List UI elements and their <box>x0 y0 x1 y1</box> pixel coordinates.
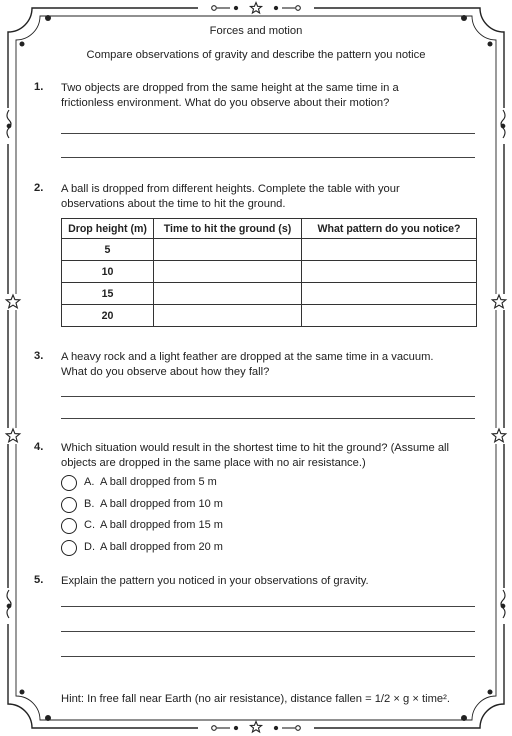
question-4-text <box>61 441 449 471</box>
drop-height-cell: 15 <box>62 283 154 305</box>
question-line: A heavy rock and a light feather are dropped at the same time in a vacuum. <box>61 351 434 363</box>
question-number: 3. <box>34 350 44 362</box>
top-ornament <box>198 3 314 14</box>
radio-circle-icon[interactable] <box>61 518 77 534</box>
time-cell[interactable] <box>154 261 302 283</box>
table-row <box>62 239 477 261</box>
answer-line[interactable] <box>61 606 475 607</box>
option-letter: B. <box>84 498 95 510</box>
instructions: Compare observations of gravity and describe the pattern you notice <box>86 49 426 61</box>
option-text: A ball dropped from 5 m <box>100 476 217 488</box>
column-header: What pattern do you notice? <box>302 219 477 239</box>
drop-height-cell: 5 <box>62 239 154 261</box>
option-letter: A. <box>84 476 95 488</box>
radio-circle-icon[interactable] <box>61 540 77 556</box>
column-header: Drop height (m) <box>62 219 154 239</box>
time-cell[interactable] <box>154 305 302 327</box>
question-line: objects are dropped in the same place with no air resistance.) <box>61 457 366 469</box>
drop-height-cell: 10 <box>62 261 154 283</box>
answer-line[interactable] <box>61 656 475 657</box>
question-2-text <box>61 182 400 212</box>
column-header: Time to hit the ground (s) <box>154 219 302 239</box>
pattern-cell[interactable] <box>302 305 477 327</box>
question-number: 1. <box>34 81 44 93</box>
question-line: observations about the time to hit the ground. <box>61 198 286 210</box>
question-line: Explain the pattern you noticed in your observations of gravity. <box>61 575 369 587</box>
question-line: A ball is dropped from different heights. Complete the table with your <box>61 183 400 195</box>
pattern-cell[interactable] <box>302 261 477 283</box>
question-number: 5. <box>34 574 44 586</box>
drop-height-cell: 20 <box>62 305 154 327</box>
radio-circle-icon[interactable] <box>61 475 77 491</box>
question-line: Two objects are dropped from the same height at the same time in a <box>61 82 399 94</box>
question-3-text <box>61 350 434 380</box>
question-5-text <box>61 574 369 589</box>
answer-line[interactable] <box>61 157 475 158</box>
option-text: A ball dropped from 15 m <box>100 519 223 531</box>
question-line: frictionless environment. What do you observe about their motion? <box>61 97 390 109</box>
page-title: Forces and motion <box>209 25 303 37</box>
question-line: What do you observe about how they fall? <box>61 366 270 378</box>
option-text: A ball dropped from 20 m <box>100 541 223 553</box>
pattern-cell[interactable] <box>302 239 477 261</box>
question-number: 4. <box>34 441 44 453</box>
option-letter: D. <box>84 541 95 553</box>
hint-text: Hint: In free fall near Earth (no air resistance), distance fallen = 1/2 × g × time². <box>61 693 450 705</box>
table-row <box>62 283 477 305</box>
option-text: A ball dropped from 10 m <box>100 498 223 510</box>
table-header-row <box>62 219 477 239</box>
table-row <box>62 305 477 327</box>
radio-circle-icon[interactable] <box>61 497 77 513</box>
time-cell[interactable] <box>154 283 302 305</box>
question-1-text <box>61 81 399 111</box>
bottom-ornament <box>198 722 314 734</box>
question-number: 2. <box>34 182 44 194</box>
table-row <box>62 261 477 283</box>
answer-line[interactable] <box>61 418 475 419</box>
answer-line[interactable] <box>61 396 475 397</box>
question-line: Which situation would result in the shortest time to hit the ground? (Assume all <box>61 442 450 454</box>
time-cell[interactable] <box>154 239 302 261</box>
observation-table <box>61 218 477 327</box>
answer-line[interactable] <box>61 133 475 134</box>
pattern-cell[interactable] <box>302 283 477 305</box>
answer-line[interactable] <box>61 631 475 632</box>
option-letter: C. <box>84 519 95 531</box>
